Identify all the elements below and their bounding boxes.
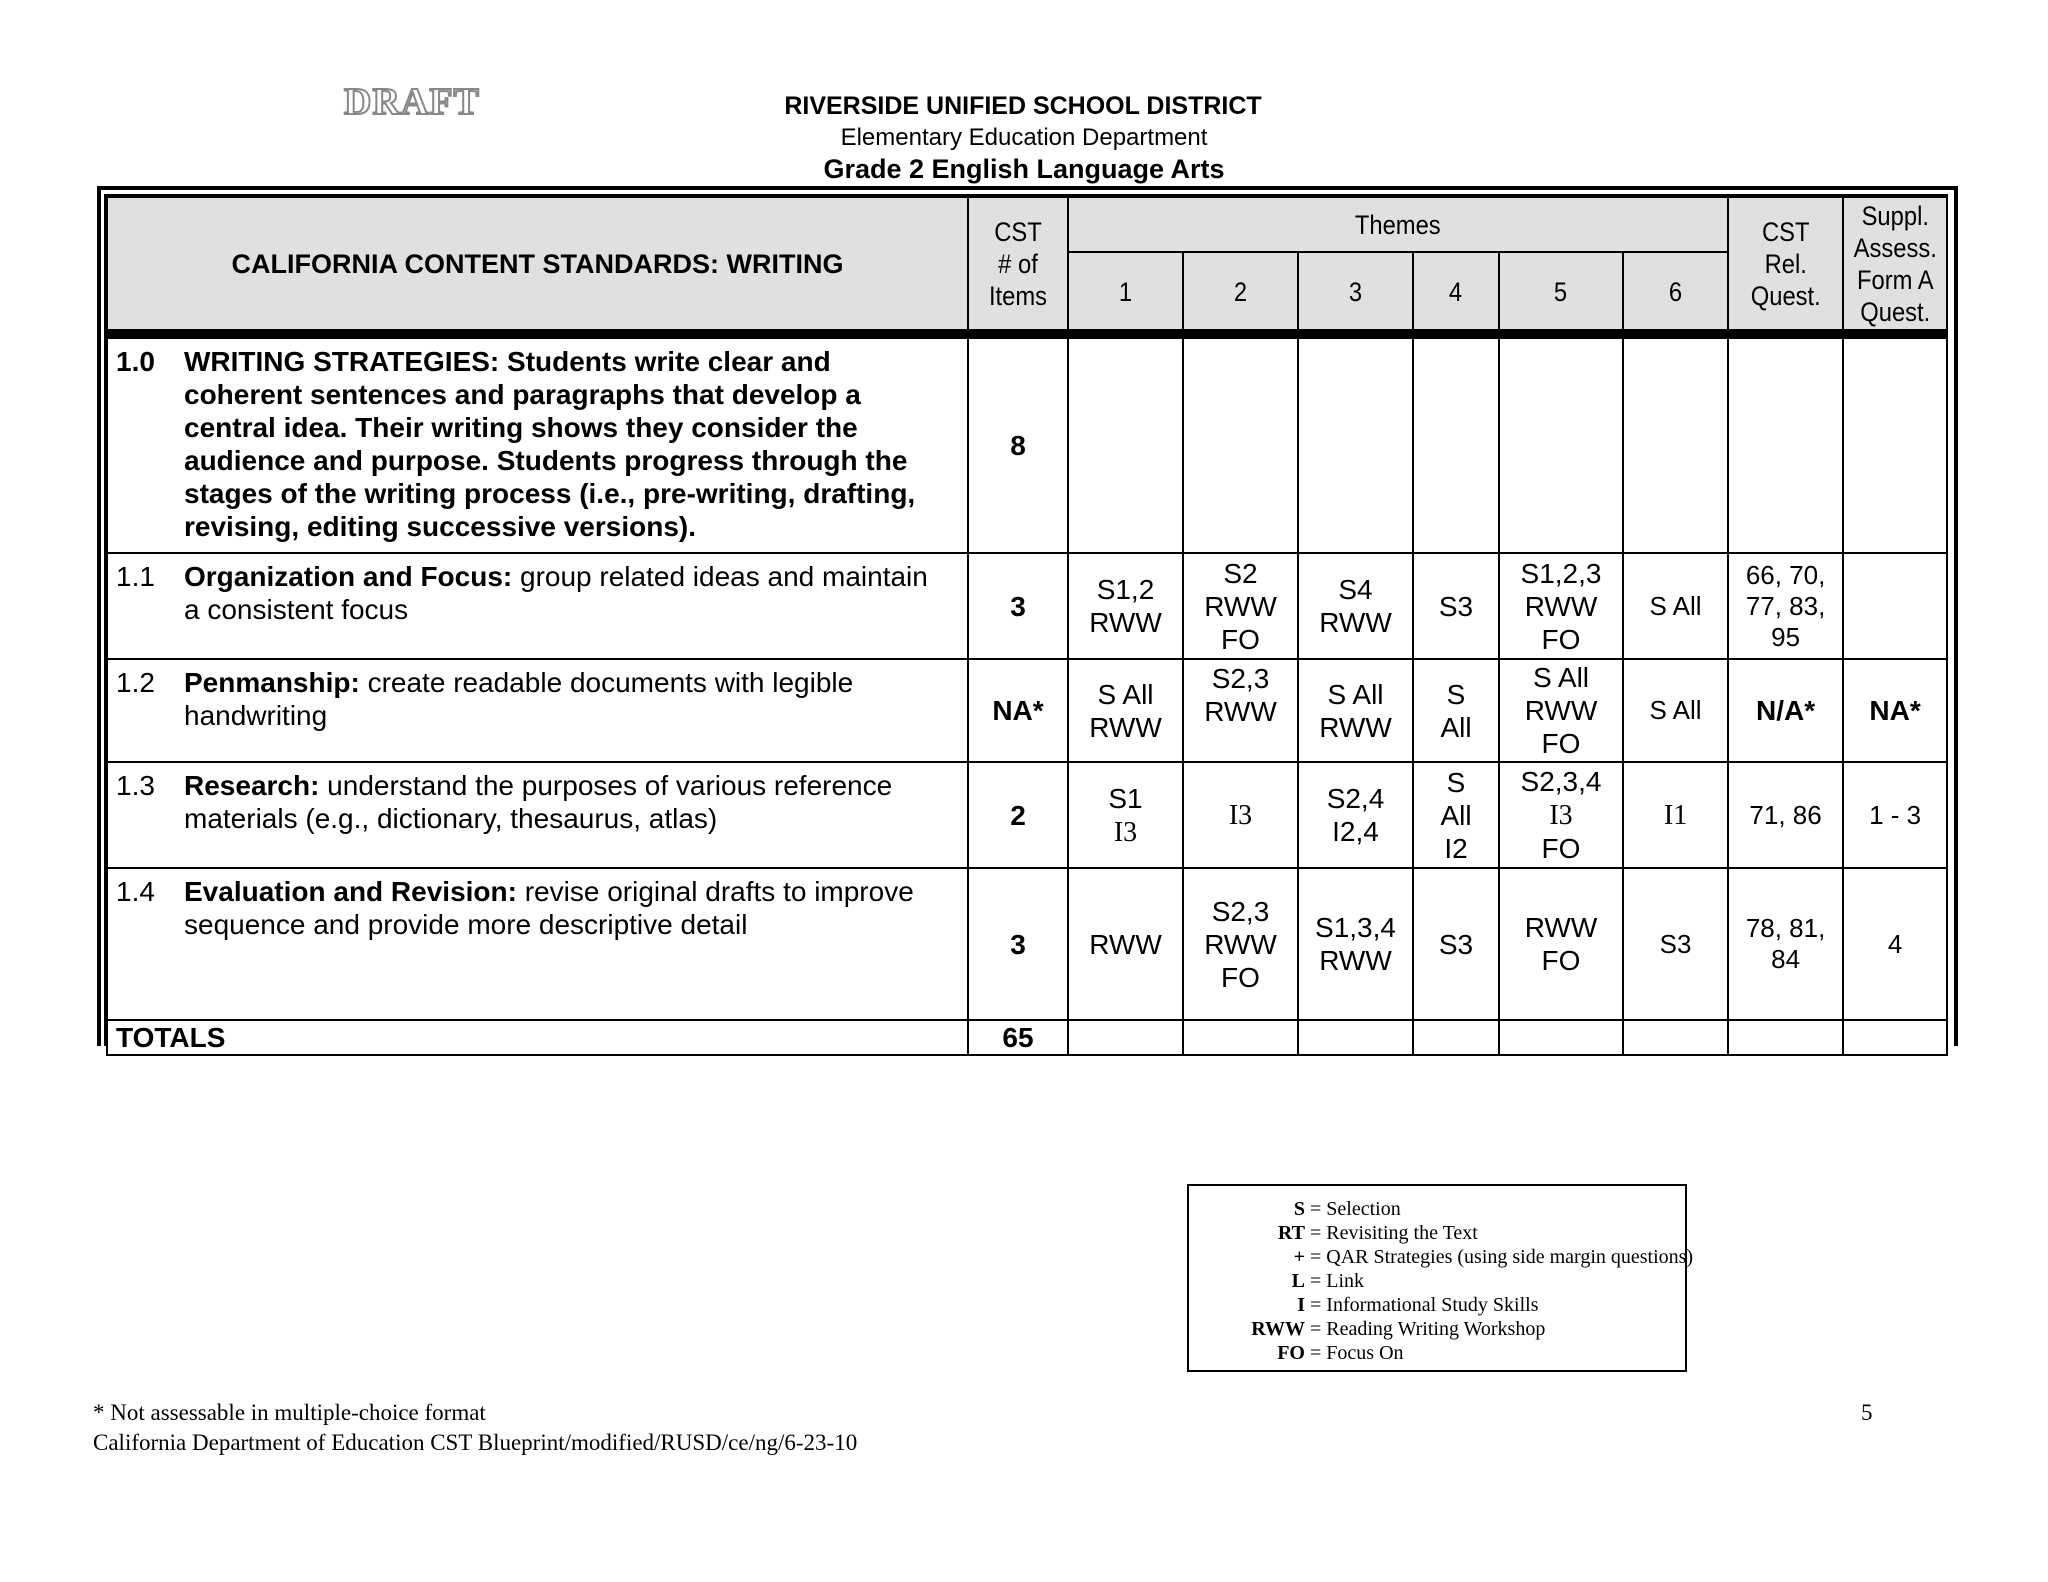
cst-rel-header-line: CST bbox=[1761, 216, 1810, 247]
theme-cell: S1,3,4 RWW bbox=[1298, 868, 1413, 1020]
standards-table bbox=[106, 196, 1948, 1056]
standards-header: CALIFORNIA CONTENT STANDARDS: WRITING bbox=[231, 248, 844, 279]
cst-items-header-line: # of bbox=[998, 248, 1038, 279]
theme-cell: S All bbox=[1623, 553, 1728, 659]
items-count: 3 bbox=[968, 868, 1068, 1020]
theme-cell: S2,4 I2,4 bbox=[1298, 762, 1413, 868]
theme-cell: RWW FO bbox=[1499, 868, 1623, 1020]
department-title: Elementary Education Department bbox=[840, 124, 1208, 151]
suppl-header-line: Suppl. bbox=[1861, 200, 1929, 231]
theme-number: 4 bbox=[1413, 252, 1499, 330]
standard-cell bbox=[107, 659, 968, 762]
cst-rel-cell: 78, 81, 84 bbox=[1728, 868, 1843, 1020]
separator-row bbox=[107, 330, 1947, 338]
standard-description: understand the purposes of various reference materials (e.g., dictionary, thesaurus, atlas) bbox=[184, 770, 893, 834]
theme-number: 2 bbox=[1183, 252, 1298, 330]
theme-cell: RWW bbox=[1068, 868, 1183, 1020]
legend-item: I = Informational Study Skills bbox=[1297, 1294, 1539, 1316]
legend-item: S = Selection bbox=[1293, 1198, 1401, 1220]
legend-box bbox=[1187, 1184, 1694, 1372]
items-count: 3 bbox=[968, 553, 1068, 659]
legend-item: RT = Revisiting the Text bbox=[1277, 1222, 1478, 1244]
standard-cell bbox=[107, 868, 968, 1020]
theme-cell: S2,3,4 I3 FO bbox=[1499, 762, 1623, 868]
theme-cell: S3 bbox=[1413, 868, 1499, 1020]
strand-number: 1.0 bbox=[116, 346, 155, 377]
standard-description: create readable documents with legible handwriting bbox=[184, 667, 854, 731]
cst-rel-cell: 71, 86 bbox=[1728, 762, 1843, 868]
theme-cell: S2,3 RWW bbox=[1183, 659, 1298, 762]
standard-number: 1.1 bbox=[116, 561, 155, 592]
standard-number: 1.4 bbox=[116, 876, 155, 907]
theme-cell: S All RWW bbox=[1068, 659, 1183, 762]
legend-item: RWW = Reading Writing Workshop bbox=[1251, 1318, 1546, 1340]
standard-title: Penmanship: bbox=[184, 667, 360, 698]
footnote: * Not assessable in multiple-choice format bbox=[93, 1400, 486, 1425]
grade-title: Grade 2 English Language Arts bbox=[823, 154, 1225, 184]
standard-row-1-3 bbox=[107, 762, 1947, 868]
page-number: 5 bbox=[1861, 1400, 1873, 1425]
theme-cell: I3 bbox=[1183, 762, 1298, 868]
theme-cell: S1,2 RWW bbox=[1068, 553, 1183, 659]
items-count: 2 bbox=[968, 762, 1068, 868]
theme-cell: S3 bbox=[1623, 868, 1728, 1020]
cst-items-header bbox=[968, 197, 1068, 330]
strand-cell bbox=[107, 338, 968, 553]
suppl-header bbox=[1843, 197, 1947, 330]
cst-rel-cell: 66, 70, 77, 83, 95 bbox=[1728, 553, 1843, 659]
standard-description: group related ideas and maintain a consistent focus bbox=[184, 561, 928, 625]
theme-cell: S3 bbox=[1413, 553, 1499, 659]
cst-items-header-line: Items bbox=[988, 280, 1048, 311]
suppl-cell: 1 - 3 bbox=[1843, 762, 1947, 868]
suppl-header-line: Form A bbox=[1856, 264, 1934, 295]
source-line: California Department of Education CST Blueprint/modified/RUSD/ce/ng/6-23-10 bbox=[93, 1430, 858, 1455]
cst-items-header-line: CST bbox=[994, 216, 1042, 247]
standard-number: 1.3 bbox=[116, 770, 155, 801]
theme-cell: S1,2,3 RWW FO bbox=[1499, 553, 1623, 659]
separator-cell bbox=[107, 330, 1947, 338]
theme-number: 1 bbox=[1068, 252, 1183, 330]
theme-cell: S2 RWW FO bbox=[1183, 553, 1298, 659]
standard-title: Evaluation and Revision: bbox=[184, 876, 517, 907]
theme-cell: S4 RWW bbox=[1298, 553, 1413, 659]
theme-cell: S All I2 bbox=[1413, 762, 1499, 868]
strand-row bbox=[107, 338, 1947, 553]
standard-title: Research: bbox=[184, 770, 320, 801]
theme-number: 6 bbox=[1623, 252, 1728, 330]
cst-rel-header-line: Quest. bbox=[1750, 280, 1821, 311]
theme-cell: S All RWW FO bbox=[1499, 659, 1623, 762]
suppl-header-line: Assess. bbox=[1853, 232, 1937, 263]
suppl-header-line: Quest. bbox=[1860, 296, 1931, 327]
suppl-cell bbox=[1843, 553, 1947, 659]
totals-row bbox=[107, 1020, 1947, 1055]
items-count: NA* bbox=[968, 659, 1068, 762]
standard-row-1-1 bbox=[107, 553, 1947, 659]
theme-cell: S All bbox=[1623, 659, 1728, 762]
themes-header-label: Themes bbox=[1355, 210, 1441, 240]
legend-item: L = Link bbox=[1291, 1270, 1365, 1292]
header-row-top bbox=[107, 197, 1947, 252]
strand-items: 8 bbox=[968, 338, 1068, 553]
standard-cell bbox=[107, 762, 968, 868]
theme-cell: S All bbox=[1413, 659, 1499, 762]
cst-rel-cell: N/A* bbox=[1728, 659, 1843, 762]
theme-cell: S1 I3 bbox=[1068, 762, 1183, 868]
suppl-cell: 4 bbox=[1843, 868, 1947, 1020]
standard-number: 1.2 bbox=[116, 667, 155, 698]
cst-rel-header bbox=[1728, 197, 1843, 330]
totals-items: 65 bbox=[968, 1020, 1068, 1055]
district-title: RIVERSIDE UNIFIED SCHOOL DISTRICT bbox=[784, 92, 1262, 120]
cst-rel-header-line: Rel. bbox=[1764, 248, 1807, 279]
suppl-cell: NA* bbox=[1843, 659, 1947, 762]
standard-cell bbox=[107, 553, 968, 659]
standards-header-cell bbox=[107, 197, 968, 330]
theme-number: 3 bbox=[1298, 252, 1413, 330]
legend-item: FO = Focus On bbox=[1277, 1342, 1404, 1364]
theme-cell: S All RWW bbox=[1298, 659, 1413, 762]
theme-cell: I1 bbox=[1623, 762, 1728, 868]
standard-row-1-4 bbox=[107, 868, 1947, 1020]
strand-text: WRITING STRATEGIES: Students write clear and coherent sentences and paragraphs that develop a central idea. Their writing shows they consider the audience and purpose. Students progress through the stages of the writing process (i.e., pre-writing, drafting, revising, editing successive versions). bbox=[184, 346, 916, 542]
standard-title: Organization and Focus: bbox=[184, 561, 513, 592]
totals-label: TOTALS bbox=[107, 1020, 968, 1055]
themes-header bbox=[1068, 197, 1728, 252]
standard-description: revise original drafts to improve sequence and provide more descriptive detail bbox=[184, 876, 914, 940]
draft-watermark: DRAFT bbox=[344, 81, 480, 123]
standard-row-1-2 bbox=[107, 659, 1947, 762]
legend-item: + = QAR Strategies (using side margin questions) bbox=[1293, 1246, 1694, 1268]
theme-number: 5 bbox=[1499, 252, 1623, 330]
theme-cell: S2,3 RWW FO bbox=[1183, 868, 1298, 1020]
